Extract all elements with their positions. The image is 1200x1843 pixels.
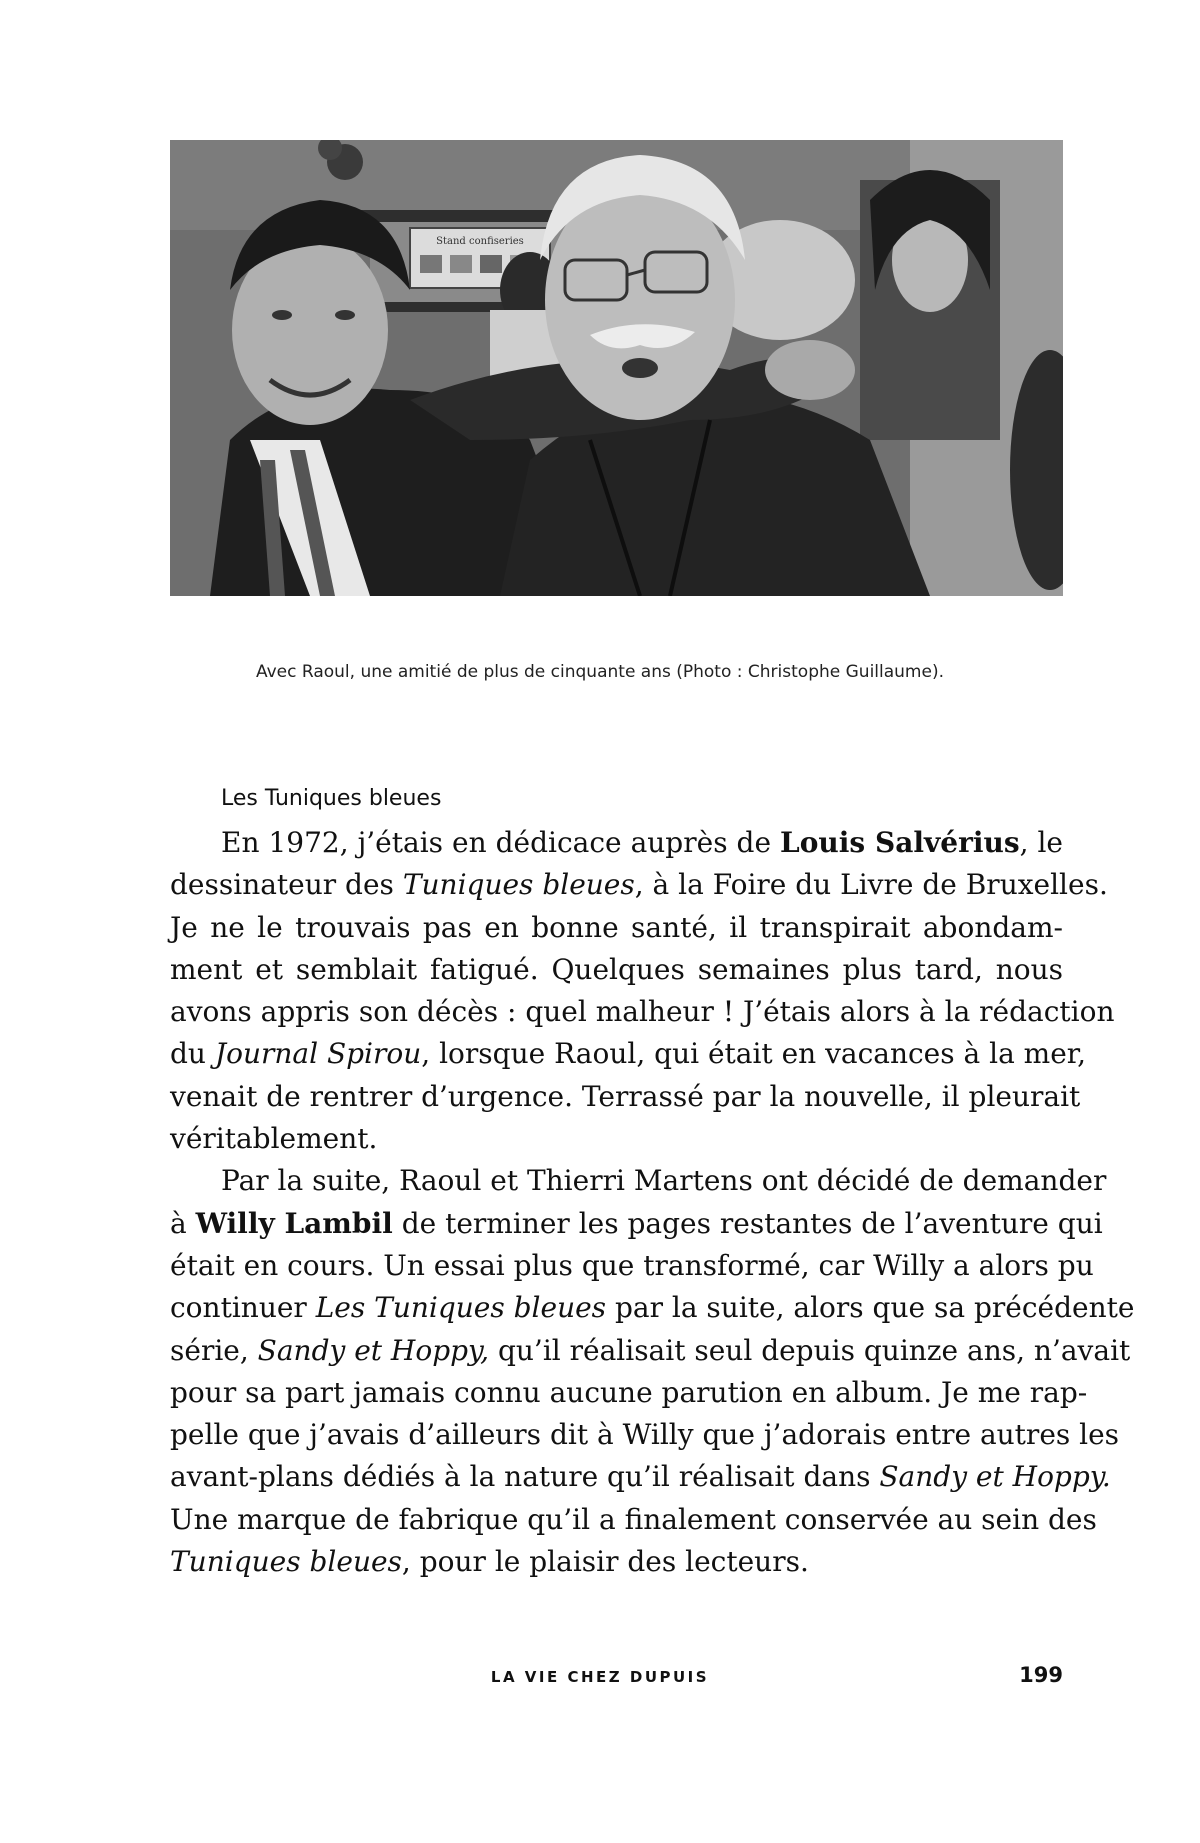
- text-line: dessinateur des Tuniques bleues, à la Foire du Livre de Bruxelles.: [170, 868, 1108, 902]
- section-title: Les Tuniques bleues: [221, 786, 442, 811]
- text-line: Je ne le trouvais pas en bonne santé, il transpirait abondam-: [170, 910, 1063, 944]
- page-number: 199: [1019, 1663, 1063, 1687]
- emphasis-title: Journal Spirou: [214, 1037, 422, 1071]
- text-line: venait de rentrer d’urgence. Terrassé par la nouvelle, il pleurait: [170, 1079, 1081, 1113]
- emphasis-title: Sandy et Hoppy.: [879, 1460, 1111, 1494]
- text-line: Par la suite, Raoul et Thierri Martens ont décidé de demander: [221, 1164, 1107, 1198]
- emphasis-title: Tuniques bleues: [402, 868, 635, 902]
- text-line: à Willy Lambil de terminer les pages restantes de l’aventure qui: [170, 1206, 1103, 1240]
- text-line: était en cours. Un essai plus que transformé, car Willy a alors pu: [170, 1248, 1094, 1282]
- emphasis-name: Louis Salvérius: [780, 826, 1020, 859]
- text-line: avant-plans dédiés à la nature qu’il réalisait dans Sandy et Hoppy.: [170, 1460, 1111, 1494]
- text-line: En 1972, j’étais en dédicace auprès de Louis Salvérius, le: [221, 826, 1064, 859]
- emphasis-title: Les Tuniques bleues: [315, 1291, 607, 1325]
- photo-caption: Avec Raoul, une amitié de plus de cinquante ans (Photo : Christophe Guillaume).: [255, 662, 944, 682]
- text-line: Tuniques bleues, pour le plaisir des lecteurs.: [170, 1545, 809, 1579]
- text-line: série, Sandy et Hoppy, qu’il réalisait seul depuis quinze ans, n’avait: [170, 1333, 1131, 1367]
- text-line: avons appris son décès : quel malheur ! J’étais alors à la rédaction: [170, 995, 1115, 1029]
- emphasis-name: Willy Lambil: [195, 1206, 393, 1240]
- body-text: [170, 822, 1135, 1583]
- text-line: pour sa part jamais connu aucune parution en album. Je me rap-: [170, 1375, 1088, 1409]
- text-line: Une marque de fabrique qu’il a finalement conservée au sein des: [170, 1502, 1097, 1536]
- text-line: ment et semblait fatigué. Quelques semaines plus tard, nous: [170, 952, 1063, 986]
- stand-sign-text: Stand confiseries: [436, 236, 524, 247]
- text-line: continuer Les Tuniques bleues par la suite, alors que sa précédente: [170, 1291, 1135, 1325]
- running-title: LA VIE CHEZ DUPUIS: [490, 1668, 710, 1686]
- emphasis-title: Tuniques bleues: [170, 1545, 402, 1579]
- paragraph-1: [170, 822, 1115, 1160]
- text-line: du Journal Spirou, lorsque Raoul, qui était en vacances à la mer,: [170, 1037, 1086, 1071]
- paragraph-2: [170, 1160, 1135, 1583]
- photo-raoul-and-author: [170, 140, 1063, 596]
- text-line: pelle que j’avais d’ailleurs dit à Willy que j’adorais entre autres les: [170, 1418, 1120, 1452]
- text-line: véritablement.: [170, 1122, 378, 1156]
- emphasis-title: Sandy et Hoppy,: [257, 1333, 490, 1367]
